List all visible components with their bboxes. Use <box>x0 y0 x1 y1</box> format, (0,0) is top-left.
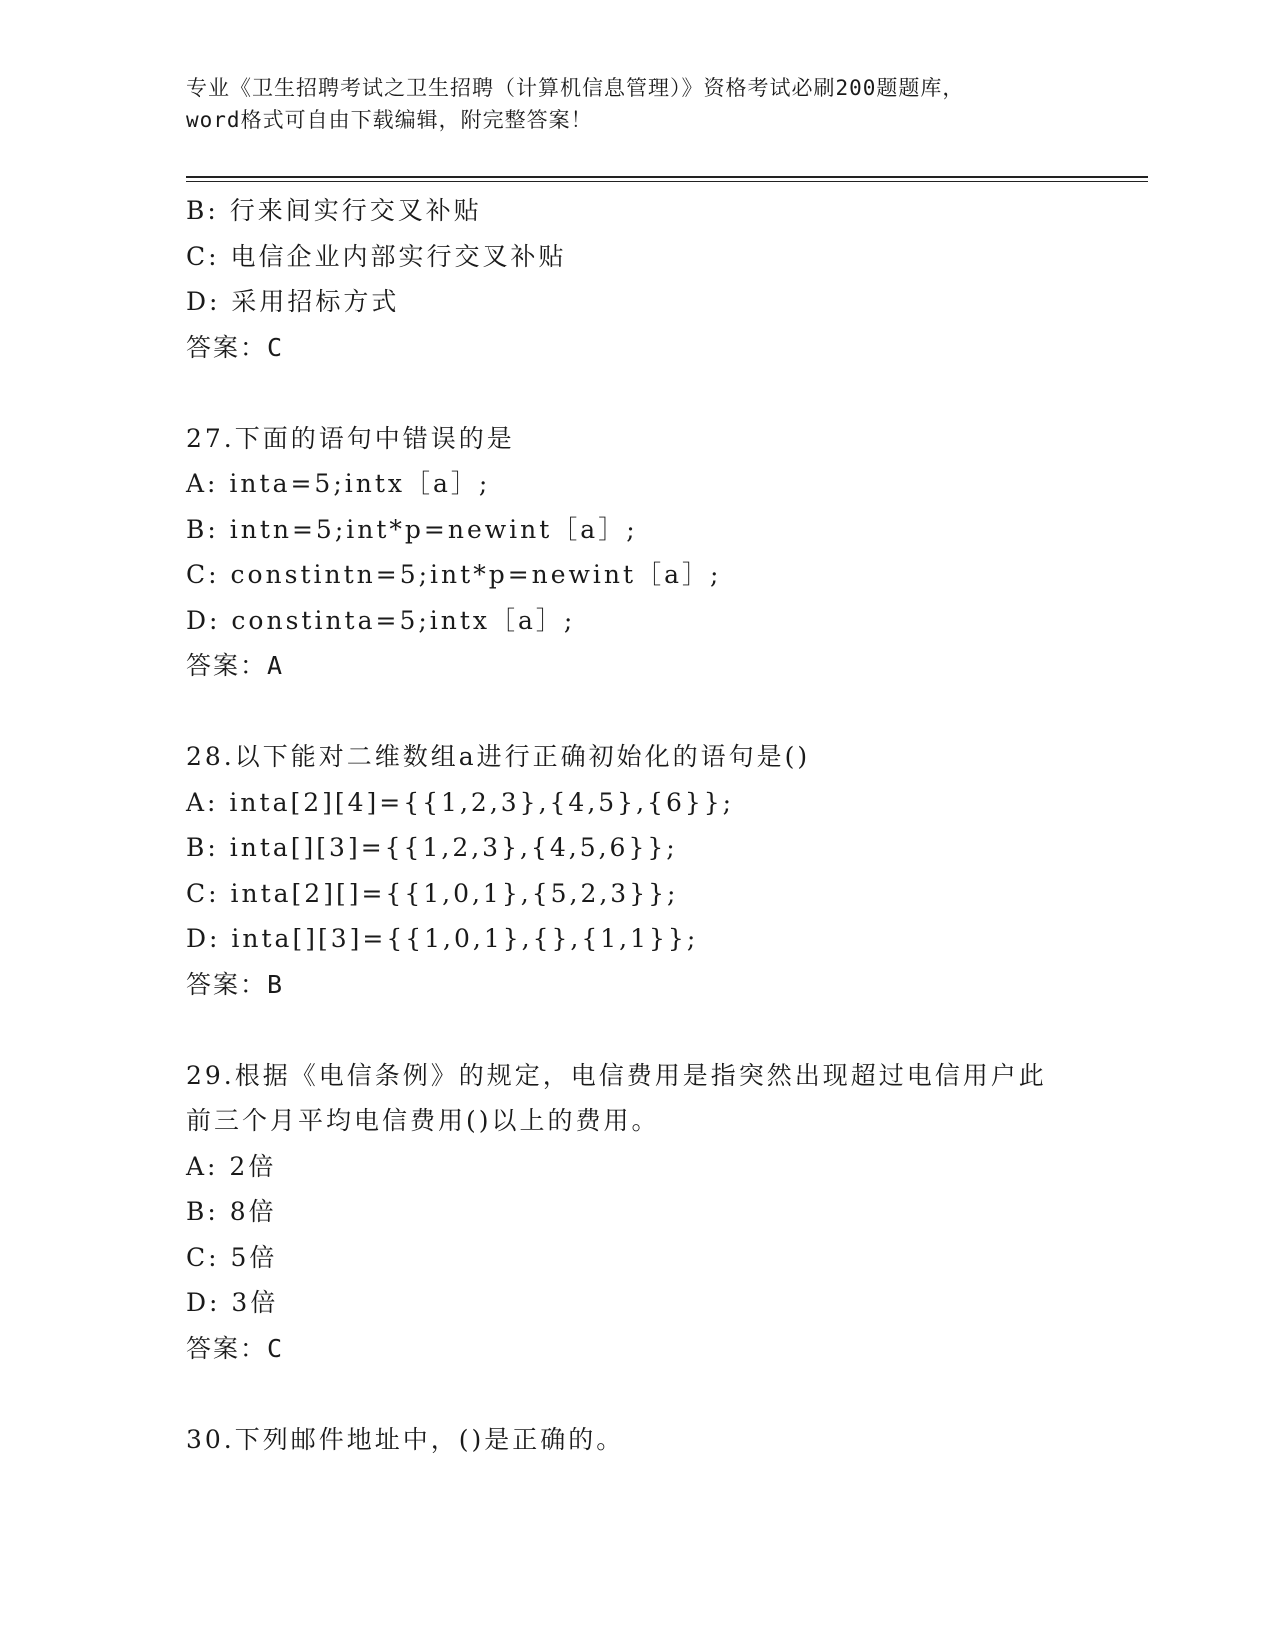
q28-option-d: D: inta[][3]={{1,0,1},{},{1,1}}; <box>186 924 699 953</box>
header-rule-thin <box>186 181 1148 182</box>
q26-answer: 答案：C <box>186 332 285 362</box>
header-line-2: word格式可自由下载编辑，附完整答案！ <box>186 108 593 132</box>
spacer <box>186 1371 1136 1417</box>
q27-answer: 答案：A <box>186 651 285 680</box>
q29-option-b: B: 8倍 <box>186 1197 277 1226</box>
q28-answer: 答案：B <box>186 969 285 999</box>
header-rule-thick <box>186 176 1148 178</box>
q27-option-c: C: constintn=5;int*p=newint［a］; <box>186 560 722 589</box>
q28-question: 28.以下能对二维数组a进行正确初始化的语句是() <box>186 742 811 771</box>
q27-option-b: B: intn=5;int*p=newint［a］; <box>186 514 638 544</box>
q27-option-a: A: inta=5;intx［a］; <box>186 469 491 498</box>
q30-question: 30.下列邮件地址中，()是正确的。 <box>186 1424 625 1454</box>
q28-option-b: B: inta[][3]={{1,2,3},{4,5,6}}; <box>186 833 678 862</box>
spacer <box>186 1007 1136 1053</box>
q29-option-d: D: 3倍 <box>186 1288 279 1317</box>
q29-question-line-2: 前三个月平均电信费用()以上的费用。 <box>186 1106 660 1135</box>
q29-question-line-1: 29.根据《电信条例》的规定，电信费用是指突然出现超过电信用户此 <box>186 1060 1047 1090</box>
spacer <box>186 689 1136 735</box>
q27-question: 27.下面的语句中错误的是 <box>186 423 515 453</box>
header-line-1: 专业《卫生招聘考试之卫生招聘（计算机信息管理）》资格考试必刷200题题库， <box>186 76 965 100</box>
q26-option-d: D: 采用招标方式 <box>186 287 400 316</box>
q27-option-d: D: constinta=5;intx［a］; <box>186 605 576 635</box>
q29-option-a: A: 2倍 <box>186 1151 277 1181</box>
spacer <box>186 370 1136 416</box>
q29-option-c: C: 5倍 <box>186 1242 278 1272</box>
q26-option-c: C: 电信企业内部实行交叉补贴 <box>186 241 567 271</box>
document-header <box>186 72 1086 136</box>
q28-option-c: C: inta[2][]={{1,0,1},{5,2,3}}; <box>186 878 679 908</box>
question-body <box>186 188 1136 1462</box>
q28-option-a: A: inta[2][4]={{1,2,3},{4,5},{6}}; <box>186 787 735 817</box>
q29-answer: 答案：C <box>186 1333 285 1363</box>
q26-option-b: B: 行来间实行交叉补贴 <box>186 196 482 225</box>
